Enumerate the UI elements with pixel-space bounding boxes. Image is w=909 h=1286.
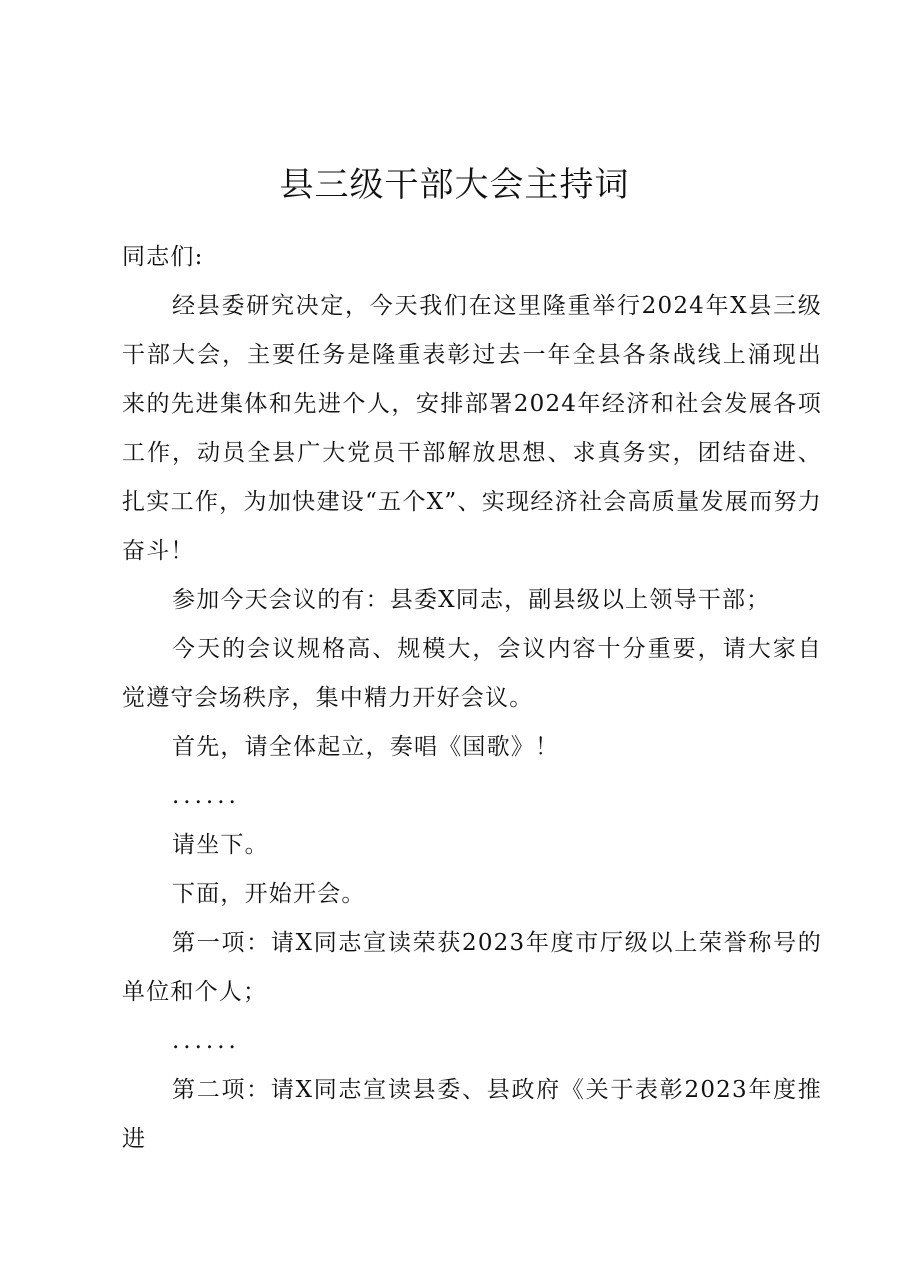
paragraph-attendees: 参加今天会议的有：县委X同志，副县级以上领导干部； bbox=[172, 587, 771, 613]
ellipsis-line: ...... bbox=[172, 1028, 240, 1054]
paragraph-anthem: 首先，请全体起立，奏唱《国歌》！ bbox=[172, 734, 560, 760]
paragraph-sit-down: 请坐下。 bbox=[172, 832, 269, 858]
paragraph-meeting-start: 下面，开始开会。 bbox=[172, 881, 366, 907]
paragraph-item-one: 第一项：请X同志宣读荣获2023年度市厅级以上荣誉称号的单位和个人； bbox=[122, 930, 822, 1005]
ellipsis-line: ...... bbox=[172, 783, 240, 809]
paragraph-discipline: 今天的会议规格高、规模大，会议内容十分重要，请大家自觉遵守会场秩序，集中精力开好会议。 bbox=[122, 636, 822, 711]
paragraph-opening: 经县委研究决定，今天我们在这里隆重举行2024年X县三级干部大会，主要任务是隆重表彰过去一年全县各条战线上涌现出来的先进集体和先进个人，安排部署2024年经济和社会发展各项工作，动员全县广大党员干部解放思想、求真务实，团结奋进、扎实工作，为加快建设“五个X”、实现经济社会高质量发展而努力奋斗！ bbox=[122, 293, 822, 564]
salutation: 同志们: bbox=[122, 244, 204, 270]
document-body bbox=[122, 233, 822, 1164]
document-title: 县三级干部大会主持词 bbox=[279, 165, 630, 205]
paragraph-item-two: 第二项：请X同志宣读县委、县政府《关于表彰2023年度推进 bbox=[122, 1077, 822, 1152]
